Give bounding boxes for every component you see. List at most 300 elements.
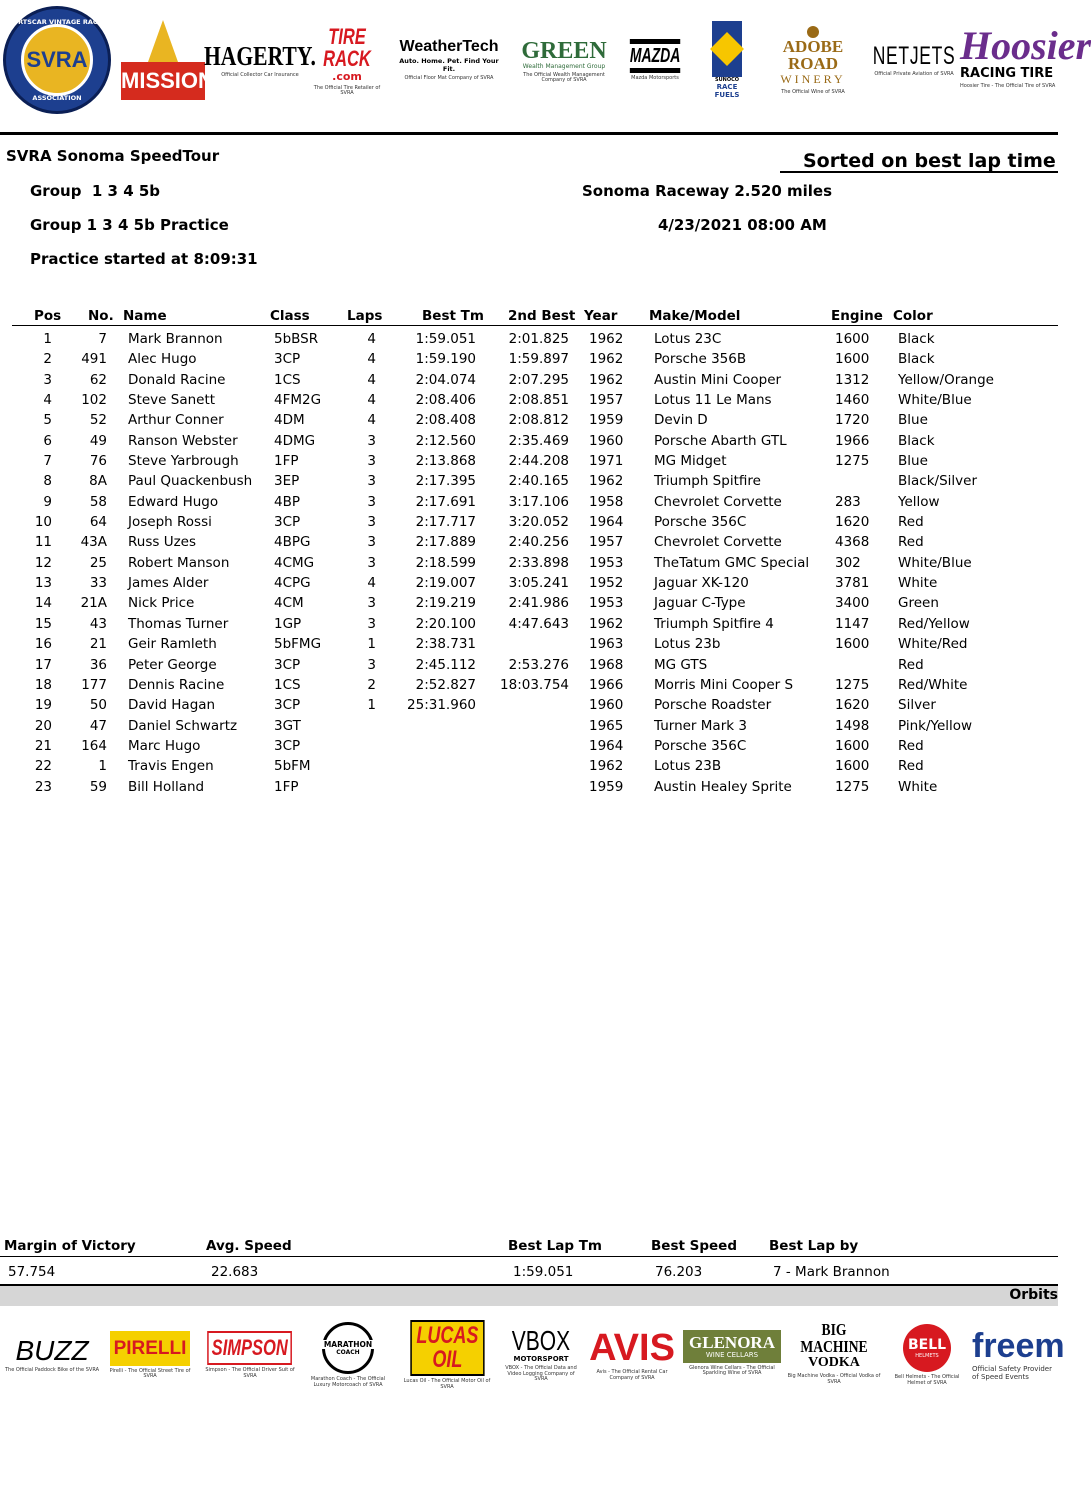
table-row <box>0 330 1058 350</box>
cell-engine: 1966 <box>835 432 870 449</box>
big-machine-logo <box>786 1310 882 1396</box>
cell-year: 1952 <box>589 575 624 592</box>
cell-pos: 1 <box>43 331 52 347</box>
hagerty-logo-text: HAGERTY. <box>204 41 316 72</box>
tirerack-tagline: The Official Tire Retailer of SVRA <box>313 84 381 96</box>
vbox-logo <box>500 1314 582 1396</box>
cell-engine: 1600 <box>835 737 870 754</box>
cell-name: Steve Yarbrough <box>128 453 239 470</box>
cell-best: 2:19.219 <box>415 595 476 612</box>
table-header-rule <box>12 325 1058 326</box>
best-lap-by-label: Best Lap by <box>769 1238 859 1254</box>
cell-class: 4FM2G <box>274 392 322 409</box>
table-row <box>0 635 1058 655</box>
cell-year: 1971 <box>589 453 624 470</box>
best-lap-time-value: 1:59.051 <box>513 1264 574 1280</box>
cell-laps: 3 <box>367 595 376 612</box>
cell-best: 2:17.889 <box>415 534 476 551</box>
cell-pos: 8 <box>43 473 52 490</box>
vbox-logo-sub: MOTORSPORT <box>513 1355 569 1364</box>
table-row <box>0 371 1058 391</box>
cell-color: Black/Silver <box>898 473 977 490</box>
cell-second-best: 2:35.469 <box>508 432 569 449</box>
tirerack-logo <box>308 18 386 104</box>
cell-year: 1958 <box>589 493 624 510</box>
cell-laps: 4 <box>367 331 376 347</box>
cell-name: Russ Uzes <box>128 534 196 551</box>
cell-no: 47 <box>89 717 107 734</box>
cell-laps: 4 <box>367 351 376 368</box>
cell-best: 25:31.960 <box>407 697 476 714</box>
margin-of-victory-label: Margin of Victory <box>4 1238 136 1254</box>
table-row <box>0 696 1058 716</box>
cell-class: 3CP <box>274 656 301 673</box>
mazda-logo-text: MAZDA <box>630 39 681 73</box>
cell-class: 5bFMG <box>274 636 322 653</box>
cell-color: Yellow/Orange <box>898 371 994 388</box>
cell-color: Black <box>898 331 935 347</box>
cell-best: 2:12.560 <box>415 432 476 449</box>
cell-engine: 1312 <box>835 371 870 388</box>
cell-make-model: Turner Mark 3 <box>654 717 747 734</box>
timing-provider-band <box>0 1284 1058 1306</box>
event-title: SVRA Sonoma SpeedTour <box>6 147 220 165</box>
best-speed-label: Best Speed <box>651 1238 737 1254</box>
cell-make-model: Jaguar C-Type <box>654 595 746 612</box>
cell-color: Blue <box>898 412 928 429</box>
pirelli-logo <box>104 1314 196 1396</box>
green-wealth-logo <box>514 18 614 104</box>
cell-engine: 1620 <box>835 514 870 531</box>
cell-engine: 4368 <box>835 534 870 551</box>
cell-name: David Hagan <box>128 697 216 714</box>
cell-color: Blue <box>898 453 928 470</box>
cell-no: 164 <box>81 737 107 754</box>
cell-no: 43 <box>89 615 107 632</box>
cell-laps: 1 <box>367 697 376 714</box>
cell-make-model: Austin Healey Sprite <box>654 778 792 795</box>
simpson-logo-text: SIMPSON <box>207 1331 292 1365</box>
cell-second-best: 1:59.897 <box>508 351 569 368</box>
cell-engine: 1275 <box>835 453 870 470</box>
cell-best: 1:59.051 <box>415 331 476 347</box>
cell-pos: 21 <box>34 737 52 754</box>
cell-class: 1FP <box>274 778 299 795</box>
cell-name: Travis Engen <box>128 758 214 775</box>
results-rows <box>0 330 1058 798</box>
table-row <box>0 493 1058 513</box>
cell-engine: 1460 <box>835 392 870 409</box>
cell-no: 33 <box>89 575 107 592</box>
cell-best: 2:38.731 <box>415 636 476 653</box>
cell-year: 1962 <box>589 758 624 775</box>
cell-year: 1965 <box>589 717 624 734</box>
cell-no: 62 <box>89 371 107 388</box>
cell-best: 2:17.395 <box>415 473 476 490</box>
cell-name: Joseph Rossi <box>128 514 212 531</box>
netjets-logo-text: NETJETS <box>872 42 956 71</box>
cell-year: 1959 <box>589 412 624 429</box>
glenora-logo <box>682 1310 782 1396</box>
cell-second-best: 3:17.106 <box>508 493 569 510</box>
cell-class: 3CP <box>274 737 301 754</box>
cell-color: Pink/Yellow <box>898 717 973 734</box>
cell-make-model: Porsche Roadster <box>654 697 772 714</box>
green-logo-text: GREEN <box>521 37 607 64</box>
cell-no: 25 <box>89 554 107 571</box>
cell-year: 1953 <box>589 595 624 612</box>
cell-no: 8A <box>89 473 107 490</box>
hoosier-logo-sub: RACING TIRE <box>960 66 1054 82</box>
marathon-logo-sub: COACH <box>336 1349 360 1356</box>
netjets-tagline: Official Private Aviation of SVRA <box>874 71 954 78</box>
table-row <box>0 432 1058 452</box>
col-second-best: 2nd Best <box>508 308 576 324</box>
cell-class: 3CP <box>274 697 301 714</box>
cell-no: 36 <box>89 656 107 673</box>
cell-make-model: Lotus 23C <box>654 331 722 347</box>
cell-name: Dennis Racine <box>128 676 225 693</box>
cell-best: 2:04.074 <box>415 371 476 388</box>
mission-logo <box>120 8 214 112</box>
cell-laps: 3 <box>367 615 376 632</box>
buzz-logo <box>4 1314 100 1396</box>
cell-class: 3CP <box>274 514 301 531</box>
cell-class: 3EP <box>274 473 300 490</box>
hagerty-logo <box>204 18 316 104</box>
cell-laps: 4 <box>367 392 376 409</box>
table-row <box>0 472 1058 492</box>
cell-color: White/Blue <box>898 554 972 571</box>
table-row <box>0 676 1058 696</box>
col-make-model: Make/Model <box>649 308 741 324</box>
table-row <box>0 656 1058 676</box>
adobe-road-logo-sub: WINERY <box>780 72 846 87</box>
cell-color: White/Blue <box>898 392 972 409</box>
cell-no: 177 <box>81 676 107 693</box>
cell-second-best: 3:05.241 <box>508 575 569 592</box>
mission-logo-text: MISSION <box>121 62 205 100</box>
vbox-logo-text: VBOX <box>511 1325 571 1357</box>
table-row <box>0 513 1058 533</box>
cell-name: Bill Holland <box>128 778 205 795</box>
group-label: Group 1 3 4 5b <box>30 182 161 200</box>
mazda-tagline: Mazda Motorsports <box>631 74 679 81</box>
avis-logo-text: AVIS <box>589 1327 675 1369</box>
cell-laps: 3 <box>367 473 376 490</box>
table-row <box>0 533 1058 553</box>
cell-pos: 23 <box>34 778 52 795</box>
adobe-road-logo <box>762 18 864 104</box>
cell-name: James Alder <box>128 575 209 592</box>
cell-engine: 1600 <box>835 351 870 368</box>
sunoco-logo <box>706 8 748 112</box>
cell-year: 1953 <box>589 554 624 571</box>
table-row <box>0 757 1058 777</box>
tirerack-logo-text: TIRE RACK <box>323 23 371 71</box>
cell-pos: 6 <box>43 432 52 449</box>
cell-year: 1962 <box>589 473 624 490</box>
sunoco-logo-sub: RACE FUELS <box>714 83 740 99</box>
avg-speed-value: 22.683 <box>211 1264 259 1280</box>
cell-no: 491 <box>81 351 107 368</box>
cell-engine: 1600 <box>835 758 870 775</box>
best-lap-by-value: 7 - Mark Brannon <box>773 1264 890 1280</box>
weathertech-logo <box>394 28 504 92</box>
weathertech-tagline: Official Floor Mat Company of SVRA <box>404 74 494 81</box>
lucas-oil-logo-text: LUCAS OIL <box>410 1320 484 1376</box>
cell-best: 2:08.406 <box>415 392 476 409</box>
cell-pos: 22 <box>34 758 52 775</box>
col-year: Year <box>584 308 618 324</box>
green-logo-sub: Wealth Management Group <box>522 62 606 70</box>
cell-class: 4BP <box>274 493 300 510</box>
pirelli-logo-text: PIRELLI <box>110 1331 191 1366</box>
cell-engine: 1275 <box>835 778 870 795</box>
cell-laps: 3 <box>367 656 376 673</box>
cell-pos: 14 <box>34 595 52 612</box>
buzz-tagline: The Official Paddock Bike of the SVRA <box>4 1366 100 1373</box>
cell-engine: 1498 <box>835 717 870 734</box>
cell-color: White <box>898 778 938 795</box>
simpson-logo <box>204 1314 296 1396</box>
glenora-tagline: Glenora Wine Cellars - The Official Sparkling Wine of SVRA <box>689 1364 775 1376</box>
tirerack-logo-sub: .com <box>332 69 362 83</box>
cell-class: 4CMG <box>274 554 315 571</box>
table-row <box>0 778 1058 798</box>
marathon-logo-text: MARATHON <box>323 1340 373 1349</box>
cell-color: Black <box>898 351 935 368</box>
col-color: Color <box>893 308 933 324</box>
table-row <box>0 574 1058 594</box>
cell-color: Yellow <box>898 493 940 510</box>
session-datetime: 4/23/2021 08:00 AM <box>658 216 827 234</box>
pirelli-tagline: Pirelli - The Official Street Tire of SVRA <box>109 1367 191 1379</box>
cell-class: 4DM <box>274 412 305 429</box>
cell-make-model: Lotus 11 Le Mans <box>654 392 772 409</box>
cell-laps: 3 <box>367 453 376 470</box>
bell-tagline: Bell Helmets - The Official Helmet of SVRA <box>894 1374 960 1386</box>
cell-pos: 2 <box>43 351 52 368</box>
cell-no: 102 <box>81 392 107 409</box>
sunoco-diamond-icon <box>712 21 742 77</box>
table-row <box>0 411 1058 431</box>
cell-laps: 3 <box>367 534 376 551</box>
sunoco-logo-text: SUNOCO <box>714 77 740 83</box>
cell-no: 52 <box>89 412 107 429</box>
mission-hat-icon <box>148 20 178 62</box>
cell-class: 1FP <box>274 453 299 470</box>
cell-make-model: MG Midget <box>654 453 727 470</box>
cell-second-best: 2:08.812 <box>508 412 569 429</box>
table-row <box>0 350 1058 370</box>
cell-second-best: 2:40.256 <box>508 534 569 551</box>
cell-year: 1968 <box>589 656 624 673</box>
avis-logo <box>588 1314 676 1396</box>
bell-badge-icon <box>903 1324 951 1372</box>
col-laps: Laps <box>347 308 383 324</box>
cell-class: 1CS <box>274 371 301 388</box>
big-machine-tagline: Big Machine Vodka - Official Vodka of SVRA <box>787 1373 881 1385</box>
practice-start: Practice started at 8:09:31 <box>30 250 258 268</box>
cell-name: Daniel Schwartz <box>128 717 238 734</box>
cell-color: Red/Yellow <box>898 615 970 632</box>
cell-make-model: Porsche 356C <box>654 737 747 754</box>
cell-no: 76 <box>89 453 107 470</box>
cell-engine: 1147 <box>835 615 870 632</box>
cell-name: Alec Hugo <box>128 351 197 368</box>
cell-no: 1 <box>98 758 107 775</box>
marathon-tagline: Marathon Coach - The Official Luxury Motorcoach of SVRA <box>310 1376 386 1388</box>
adobe-road-tagline: The Official Wine of SVRA <box>781 89 845 96</box>
cell-pos: 11 <box>34 534 52 551</box>
freem-tagline: Official Safety Provider of Speed Events <box>972 1364 1052 1381</box>
cell-class: 1CS <box>274 676 301 693</box>
cell-year: 1964 <box>589 737 624 754</box>
cell-make-model: Lotus 23b <box>654 636 721 653</box>
hoosier-logo <box>960 4 1091 112</box>
cell-second-best: 2:33.898 <box>508 554 569 571</box>
svra-ring-top-text: SPORTSCAR VINTAGE RACING <box>3 18 111 26</box>
orbits-label: Orbits <box>1009 1287 1058 1303</box>
cell-name: Ranson Webster <box>128 432 238 449</box>
cell-no: 21A <box>80 595 107 612</box>
cell-pos: 3 <box>43 371 52 388</box>
cell-class: 1GP <box>274 615 302 632</box>
cell-no: 64 <box>89 514 107 531</box>
big-machine-logo-sub: VODKA <box>808 1355 860 1370</box>
table-row <box>0 717 1058 737</box>
bottom-sponsor-bar <box>0 1306 1065 1406</box>
cell-best: 2:17.691 <box>415 493 476 510</box>
cell-make-model: Chevrolet Corvette <box>654 493 782 510</box>
avis-tagline: Avis - The Official Rental Car Company of SVRA <box>596 1369 668 1381</box>
cell-no: 50 <box>89 697 107 714</box>
bell-logo-text: BELL <box>907 1337 947 1353</box>
cell-no: 49 <box>89 432 107 449</box>
cell-best: 2:52.827 <box>415 676 476 693</box>
cell-name: Geir Ramleth <box>128 636 217 653</box>
cell-make-model: Triumph Spitfire 4 <box>654 615 774 632</box>
glenora-logo-sub: WINE CELLARS <box>705 1350 759 1359</box>
col-engine: Engine <box>831 308 883 324</box>
cell-year: 1963 <box>589 636 624 653</box>
cell-pos: 19 <box>34 697 52 714</box>
cell-engine: 1600 <box>835 331 870 347</box>
cell-no: 59 <box>89 778 107 795</box>
cell-make-model: Porsche 356B <box>654 351 747 368</box>
cell-second-best: 18:03.754 <box>500 676 569 693</box>
glenora-logo-text: GLENORA <box>689 1332 775 1352</box>
cell-laps: 3 <box>367 432 376 449</box>
cell-make-model: Jaguar XK-120 <box>654 575 749 592</box>
cell-no: 7 <box>98 331 107 347</box>
best-speed-value: 76.203 <box>655 1264 703 1280</box>
vbox-tagline: VBOX - The Official Data and Video Logging Company of SVRA <box>505 1365 577 1383</box>
cell-year: 1962 <box>589 615 624 632</box>
cell-make-model: MG GTS <box>654 656 708 673</box>
cell-class: 3GT <box>274 717 301 734</box>
cell-second-best: 2:41.986 <box>508 595 569 612</box>
simpson-tagline: Simpson - The Official Driver Suit of SVRA <box>205 1367 295 1379</box>
cell-best: 2:20.100 <box>415 615 476 632</box>
cell-class: 5bFM <box>274 758 311 775</box>
cell-class: 3CP <box>274 351 301 368</box>
cell-pos: 12 <box>34 554 52 571</box>
cell-make-model: Chevrolet Corvette <box>654 534 782 551</box>
cell-second-best: 2:44.208 <box>508 453 569 470</box>
cell-pos: 5 <box>43 412 52 429</box>
cell-best: 2:18.599 <box>415 554 476 571</box>
cell-second-best: 3:20.052 <box>508 514 569 531</box>
cell-best: 2:08.408 <box>415 412 476 429</box>
cell-best: 2:45.112 <box>415 656 476 673</box>
cell-pos: 13 <box>34 575 52 592</box>
session-title: Group 1 3 4 5b Practice <box>30 216 229 234</box>
cell-color: Black <box>898 432 935 449</box>
hagerty-tagline: Official Collector Car Insurance <box>221 72 299 79</box>
cell-no: 58 <box>89 493 107 510</box>
col-best: Best Tm <box>422 308 484 324</box>
cell-second-best: 4:47.643 <box>508 615 569 632</box>
header-rule <box>0 132 1058 135</box>
cell-second-best: 2:01.825 <box>508 331 569 347</box>
cell-class: 5bBSR <box>274 331 319 347</box>
cell-class: 4DMG <box>274 432 316 449</box>
cell-color: Red <box>898 656 924 673</box>
cell-color: Silver <box>898 697 936 714</box>
cell-no: 43A <box>80 534 107 551</box>
cell-year: 1962 <box>589 331 624 347</box>
cell-year: 1964 <box>589 514 624 531</box>
cell-make-model: Porsche 356C <box>654 514 747 531</box>
table-row <box>0 737 1058 757</box>
svra-logo-text: SVRA <box>21 24 93 96</box>
cell-color: Green <box>898 595 939 612</box>
cell-year: 1959 <box>589 778 624 795</box>
col-name: Name <box>123 308 167 324</box>
cell-best: 2:13.868 <box>415 453 476 470</box>
avg-speed-label: Avg. Speed <box>206 1238 292 1254</box>
cell-laps: 2 <box>367 676 376 693</box>
cell-pos: 7 <box>43 453 52 470</box>
cell-color: Red <box>898 514 924 531</box>
top-sponsor-bar <box>0 0 1091 125</box>
cell-pos: 20 <box>34 717 52 734</box>
marathon-badge-icon <box>322 1322 374 1374</box>
cell-best: 2:17.717 <box>415 514 476 531</box>
bell-logo-sub: HELMETS <box>915 1353 939 1359</box>
cell-name: Arthur Conner <box>128 412 224 429</box>
cell-name: Marc Hugo <box>128 737 201 754</box>
table-row <box>0 615 1058 635</box>
cell-name: Robert Manson <box>128 554 230 571</box>
cell-laps: 3 <box>367 554 376 571</box>
col-pos: Pos <box>34 308 62 324</box>
cell-laps: 3 <box>367 514 376 531</box>
cell-color: Red <box>898 737 924 754</box>
lucas-oil-tagline: Lucas Oil - The Official Motor Oil of SVRA <box>403 1378 491 1390</box>
adobe-road-logo-text: ADOBE ROAD <box>782 37 844 74</box>
cell-engine: 3781 <box>835 575 870 592</box>
cell-color: Red/White <box>898 676 968 693</box>
table-row <box>0 594 1058 614</box>
cell-laps: 4 <box>367 412 376 429</box>
cell-color: Red <box>898 534 924 551</box>
cell-make-model: Devin D <box>654 412 708 429</box>
cell-name: Mark Brannon <box>128 331 223 347</box>
cell-pos: 15 <box>34 615 52 632</box>
